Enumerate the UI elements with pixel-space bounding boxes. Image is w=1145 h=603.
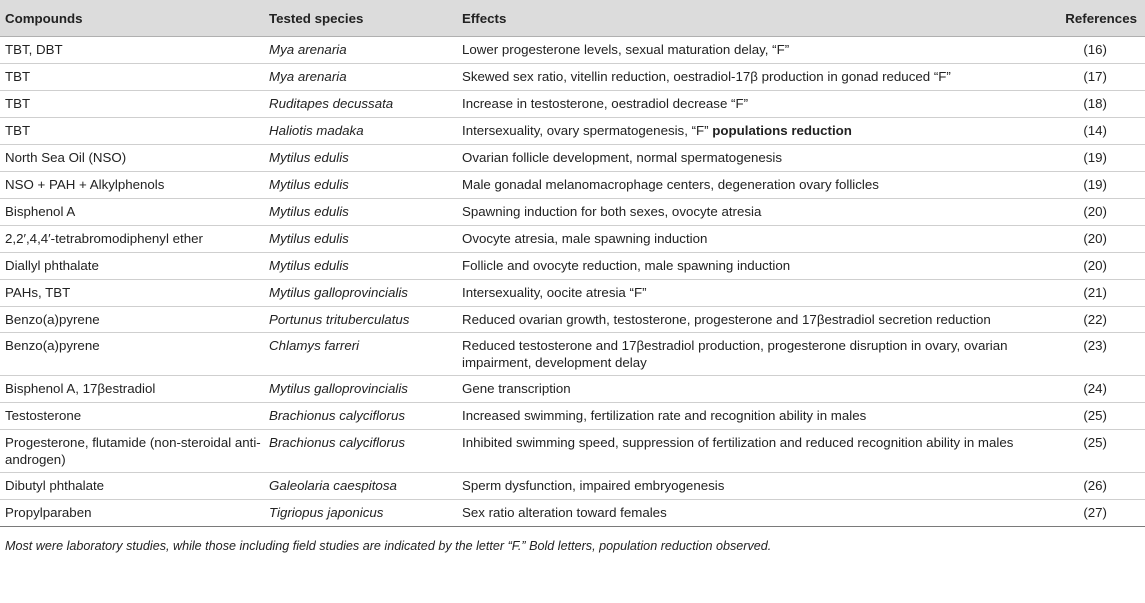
table-row: [0, 64, 1145, 91]
reference-cell: (20): [1053, 199, 1145, 226]
species-cell: Haliotis madaka: [264, 118, 457, 145]
effect-text: Reduced ovarian growth, testosterone, progesterone and 17βestradiol secretion reduction: [462, 312, 991, 327]
reference-cell: (20): [1053, 226, 1145, 253]
species-cell: Mytilus galloprovincialis: [264, 375, 457, 402]
table-row: [0, 332, 1145, 375]
species-cell: Brachionus calyciflorus: [264, 402, 457, 429]
reference-cell: (19): [1053, 172, 1145, 199]
table-row: [0, 499, 1145, 526]
reference-cell: (23): [1053, 332, 1145, 375]
effect-cell: [457, 307, 1053, 333]
table-row: [0, 402, 1145, 429]
table-row: [0, 226, 1145, 253]
effect-text: Increase in testosterone, oestradiol decrease “F”: [462, 96, 749, 111]
effect-cell: [457, 64, 1053, 91]
compound-cell: NSO + PAH + Alkylphenols: [0, 172, 264, 199]
compound-cell: Propylparaben: [0, 499, 264, 526]
effect-text: Intersexuality, oocite atresia “F”: [462, 285, 647, 300]
table-row: [0, 199, 1145, 226]
species-cell: Mytilus edulis: [264, 253, 457, 280]
effect-cell: [457, 118, 1053, 145]
compound-cell: Testosterone: [0, 402, 264, 429]
effect-cell: [457, 280, 1053, 307]
reference-cell: (14): [1053, 118, 1145, 145]
header-compounds: Compounds: [0, 0, 264, 37]
reference-cell: (19): [1053, 145, 1145, 172]
effect-text: Increased swimming, fertilization rate and recognition ability in males: [462, 407, 867, 423]
effect-cell: [457, 226, 1053, 253]
effect-text: Skewed sex ratio, vitellin reduction, oestradiol-17β production in gonad reduced “F”: [462, 69, 951, 84]
species-cell: Galeolaria caespitosa: [264, 472, 457, 499]
effect-text: Reduced testosterone and 17βestradiol production, progesterone disruption in ovary, ovarian impairment, development delay: [462, 337, 1008, 370]
effect-text: Inhibited swimming speed, suppression of fertilization and reduced recognition ability in males: [462, 434, 1014, 450]
table-row: [0, 429, 1145, 472]
effect-cell: [457, 172, 1053, 199]
table-row: [0, 253, 1145, 280]
table-header-row: [0, 0, 1145, 37]
species-cell: Portunus trituberculatus: [264, 307, 457, 333]
effect-cell: [457, 402, 1053, 429]
table-row: [0, 145, 1145, 172]
table-row: [0, 37, 1145, 64]
species-cell: Mytilus edulis: [264, 199, 457, 226]
effect-cell: [457, 37, 1053, 64]
compound-cell: 2,2′,4,4′-tetrabromodiphenyl ether: [0, 226, 264, 253]
effect-text: Spawning induction for both sexes, ovocyte atresia: [462, 204, 762, 219]
species-cell: Mytilus edulis: [264, 145, 457, 172]
species-cell: Ruditapes decussata: [264, 91, 457, 118]
effect-cell: [457, 472, 1053, 499]
compound-cell: TBT: [0, 64, 264, 91]
effect-cell: [457, 91, 1053, 118]
species-cell: Mya arenaria: [264, 37, 457, 64]
species-cell: Mytilus edulis: [264, 226, 457, 253]
compound-cell: Progesterone, flutamide (non-steroidal anti-androgen): [0, 429, 264, 472]
reference-cell: (24): [1053, 375, 1145, 402]
table-row: [0, 375, 1145, 402]
compound-cell: TBT: [0, 118, 264, 145]
table-row: [0, 280, 1145, 307]
compound-cell: Dibutyl phthalate: [0, 472, 264, 499]
reference-cell: (16): [1053, 37, 1145, 64]
effect-text: Male gonadal melanomacrophage centers, degeneration ovary follicles: [462, 177, 879, 192]
compound-cell: Benzo(a)pyrene: [0, 307, 264, 333]
effect-text: Follicle and ovocyte reduction, male spawning induction: [462, 258, 791, 273]
effect-cell: [457, 145, 1053, 172]
effect-text: Sex ratio alteration toward females: [462, 504, 667, 520]
table-row: [0, 118, 1145, 145]
header-references: References: [1053, 0, 1145, 37]
header-tested-species: Tested species: [264, 0, 457, 37]
species-cell: Mya arenaria: [264, 64, 457, 91]
reference-cell: (26): [1053, 472, 1145, 499]
effect-cell: [457, 253, 1053, 280]
compound-cell: North Sea Oil (NSO): [0, 145, 264, 172]
compound-cell: Diallyl phthalate: [0, 253, 264, 280]
effect-bold-text: populations reduction: [712, 123, 852, 138]
reference-cell: (25): [1053, 429, 1145, 472]
effect-cell: [457, 199, 1053, 226]
reference-cell: (25): [1053, 402, 1145, 429]
reference-cell: (18): [1053, 91, 1145, 118]
species-cell: Mytilus edulis: [264, 172, 457, 199]
species-cell: Mytilus galloprovincialis: [264, 280, 457, 307]
effect-text: Gene transcription: [462, 380, 571, 396]
reference-cell: (22): [1053, 307, 1145, 333]
effect-text: Intersexuality, ovary spermatogenesis, “F”: [462, 123, 713, 138]
effect-text: Ovocyte atresia, male spawning induction: [462, 231, 708, 246]
species-cell: Chlamys farreri: [264, 332, 457, 375]
compound-cell: Benzo(a)pyrene: [0, 332, 264, 375]
table-footnote: Most were laboratory studies, while those including field studies are indicated by the letter “F.” Bold letters, population reduction observed.: [5, 538, 772, 553]
table-row: [0, 91, 1145, 118]
reference-cell: (20): [1053, 253, 1145, 280]
compound-cell: Bisphenol A, 17βestradiol: [0, 375, 264, 402]
effect-text: Lower progesterone levels, sexual maturation delay, “F”: [462, 42, 790, 57]
reference-cell: (17): [1053, 64, 1145, 91]
compound-cell: TBT: [0, 91, 264, 118]
effect-cell: [457, 375, 1053, 402]
table-row: [0, 172, 1145, 199]
effect-cell: [457, 499, 1053, 526]
compound-cell: TBT, DBT: [0, 37, 264, 64]
species-cell: Brachionus calyciflorus: [264, 429, 457, 472]
reference-cell: (21): [1053, 280, 1145, 307]
table-row: [0, 472, 1145, 499]
table-row: [0, 307, 1145, 333]
header-effects: Effects: [457, 0, 1053, 37]
species-cell: Tigriopus japonicus: [264, 499, 457, 526]
reference-cell: (27): [1053, 499, 1145, 526]
effect-cell: [457, 429, 1053, 472]
compound-cell: PAHs, TBT: [0, 280, 264, 307]
compound-cell: Bisphenol A: [0, 199, 264, 226]
effect-cell: [457, 332, 1053, 375]
effect-text: Ovarian follicle development, normal spermatogenesis: [462, 150, 783, 165]
effect-text: Sperm dysfunction, impaired embryogenesis: [462, 477, 725, 493]
